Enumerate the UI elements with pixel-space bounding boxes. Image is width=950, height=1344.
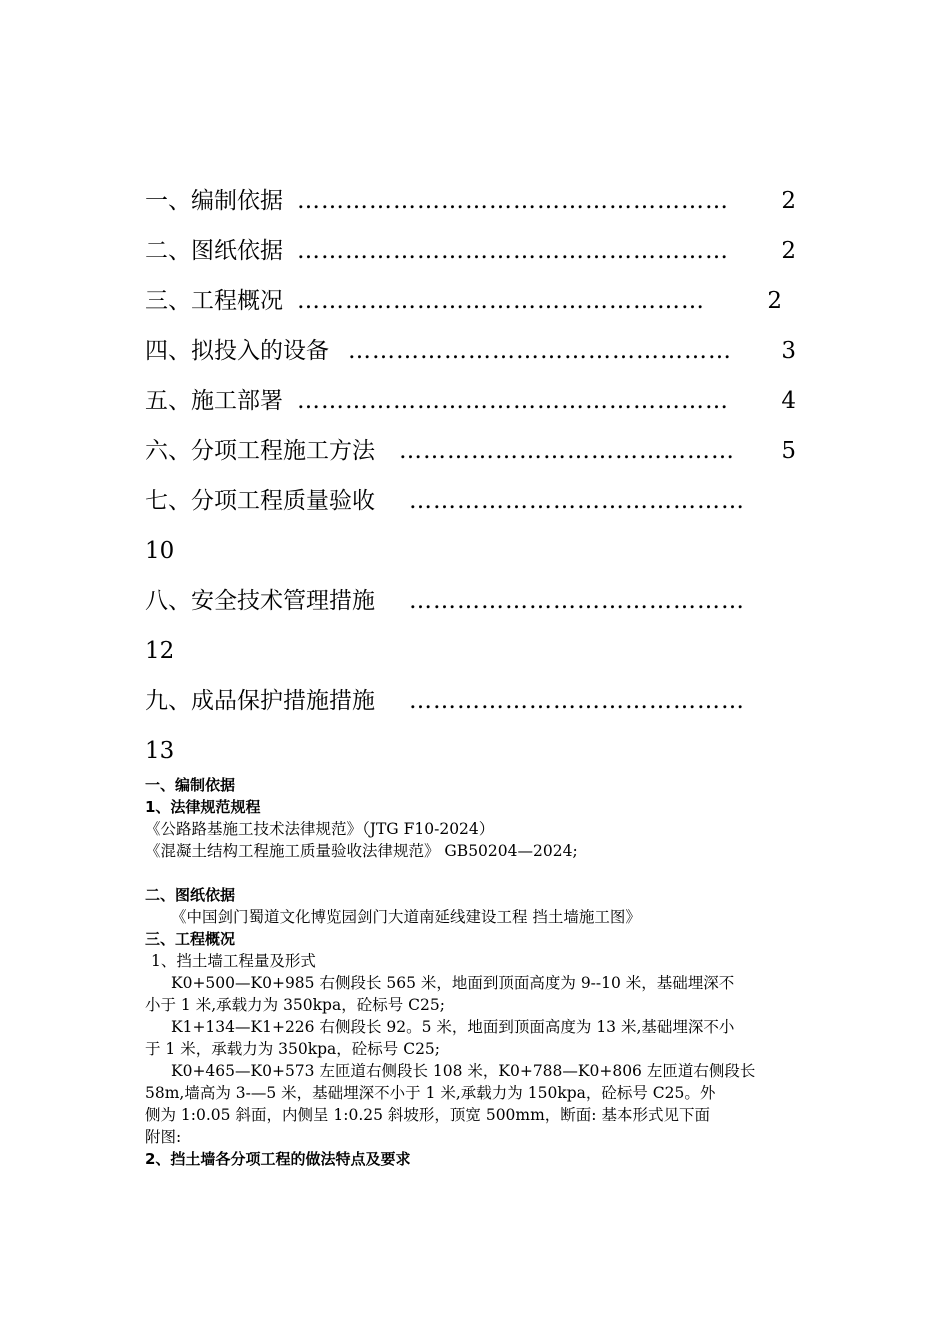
paragraph-line: K0+465—K0+573 左匝道右侧段长 108 米，K0+788—K0+806 左匝道右侧段长 xyxy=(171,1062,756,1080)
toc-item-title: 三、工程概况 xyxy=(145,288,283,314)
toc-leader-dots: …………………………………………… xyxy=(297,288,705,314)
toc-item-title: 一、编制依据 xyxy=(145,188,283,214)
toc-item[interactable] xyxy=(145,480,810,530)
toc-item-title: 九、成品保护措施措施 xyxy=(145,688,375,714)
subsection-heading: 2、挡土墙各分项工程的做法特点及要求 xyxy=(145,1150,411,1168)
paragraph-line: K1+134—K1+226 右侧段长 92。5 米，地面到顶面高度为 13 米,基础埋深不小 xyxy=(171,1018,735,1036)
toc-leader-dots: …………………………………… xyxy=(409,688,745,714)
toc-leader-dots: …………………………………… xyxy=(399,438,735,464)
reference-line: 《混凝土结构工程施工质量验收法律规范》 GB50204—2024; xyxy=(145,842,578,860)
section-heading: 二、图纸依据 xyxy=(145,886,236,904)
toc-item[interactable] xyxy=(145,230,810,280)
toc-leader-dots: ……………………………………………… xyxy=(297,238,729,264)
paragraph-line: 小于 1 米,承载力为 350kpa，砼标号 C25; xyxy=(145,996,445,1014)
toc-item-title: 六、分项工程施工方法 xyxy=(145,438,375,464)
toc-item[interactable] xyxy=(145,580,810,630)
toc-leader-dots: …………………………………… xyxy=(409,488,745,514)
toc-item-page: 3 xyxy=(781,338,796,364)
toc-item-title: 七、分项工程质量验收 xyxy=(145,488,375,514)
reference-line: 《中国剑门蜀道文化博览园剑门大道南延线建设工程 挡土墙施工图》 xyxy=(171,908,641,926)
paragraph-line: K0+500—K0+985 右侧段长 565 米，地面到顶面高度为 9--10 米，基础埋深不 xyxy=(171,974,735,992)
toc-leader-dots: ……………………………………………… xyxy=(297,188,729,214)
toc-item[interactable] xyxy=(145,430,810,480)
table-of-contents xyxy=(145,180,810,780)
paragraph-line: 58m,墙高为 3-—5 米，基础埋深不小于 1 米,承载力为 150kpa，砼标号 C25。外 xyxy=(145,1084,716,1102)
toc-item-title: 八、安全技术管理措施 xyxy=(145,588,375,614)
toc-item-page: 2 xyxy=(767,288,782,314)
toc-item-title: 四、拟投入的设备 xyxy=(145,338,329,364)
document-body xyxy=(145,774,810,1170)
toc-item[interactable] xyxy=(145,680,810,730)
toc-leader-dots: ……………………………………………… xyxy=(297,388,729,414)
toc-item-title: 二、图纸依据 xyxy=(145,238,283,264)
toc-item-page: 2 xyxy=(781,188,796,214)
toc-leader-dots: ………………………………………… xyxy=(348,338,732,364)
toc-item-title: 五、施工部署 xyxy=(145,388,283,414)
toc-item-page: 4 xyxy=(781,388,796,414)
toc-item-page: 10 xyxy=(145,538,175,564)
toc-item-page: 5 xyxy=(781,438,796,464)
paragraph-line: 附图: xyxy=(145,1128,182,1146)
subsection-heading: 1、法律规范规程 xyxy=(145,798,261,816)
toc-item-page: 2 xyxy=(781,238,796,264)
section-heading: 三、工程概况 xyxy=(145,930,236,948)
toc-item[interactable] xyxy=(145,280,810,330)
toc-item[interactable] xyxy=(145,330,810,380)
paragraph-line: 于 1 米，承载力为 350kpa，砼标号 C25; xyxy=(145,1040,441,1058)
toc-item-page: 13 xyxy=(145,738,175,764)
subsection-heading: 1、挡土墙工程量及形式 xyxy=(151,952,316,970)
section-heading: 一、编制依据 xyxy=(145,776,236,794)
reference-line: 《公路路基施工技术法律规范》（JTG F10-2024） xyxy=(145,820,495,838)
toc-item-page: 12 xyxy=(145,638,175,664)
toc-item[interactable] xyxy=(145,180,810,230)
toc-item[interactable] xyxy=(145,380,810,430)
toc-leader-dots: …………………………………… xyxy=(409,588,745,614)
paragraph-line: 侧为 1:0.05 斜面，内侧呈 1:0.25 斜坡形，顶宽 500mm，断面: 基本形式见下面 xyxy=(145,1106,710,1124)
